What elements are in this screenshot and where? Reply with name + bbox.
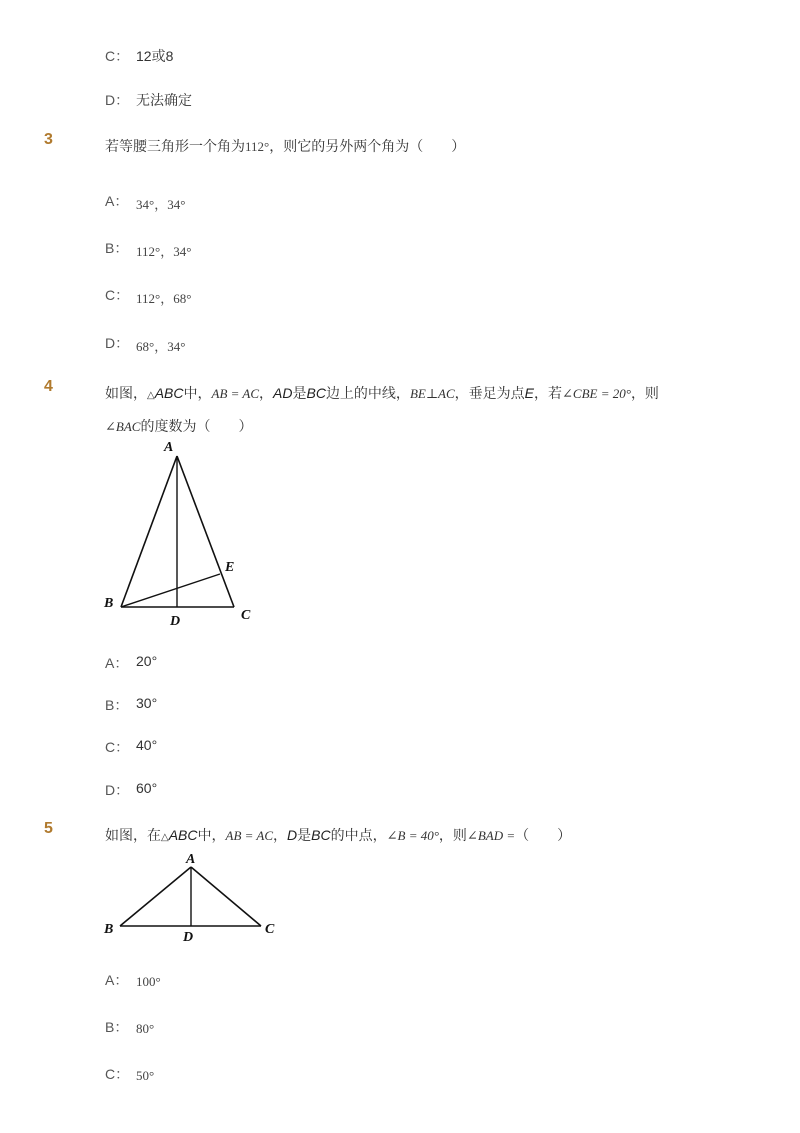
q4-perp: BE⊥AC (409, 386, 455, 401)
q3-text-after: ，则它的另外两个角为（ ） (269, 139, 466, 155)
q4-stem-line2 (105, 416, 252, 436)
q4-triangle-figure (100, 436, 270, 631)
q4-segment-ab (121, 456, 177, 607)
q4-text-4: 是 (292, 386, 307, 402)
q3-option-d-label: D： (105, 335, 130, 351)
q2-option-c-label: C： (105, 48, 130, 64)
q4-target-angle: ∠BAC (105, 419, 141, 434)
q5-text-2: 中， (197, 828, 226, 844)
q5-text-4: 是 (297, 828, 312, 844)
q4-option-a-label: A： (105, 655, 129, 671)
q5-option-b-label: B： (105, 1019, 129, 1035)
q5-option-c-value: 50° (136, 1068, 155, 1083)
q3-option-a-label: A： (105, 193, 129, 209)
q4-number: 4 (44, 378, 53, 395)
q3-option-d-value: 68°，34° (136, 339, 186, 354)
q4-text-3: ， (259, 386, 274, 402)
q5-point-b: B (104, 922, 114, 937)
q5-segment-ac (191, 867, 261, 926)
q5-text-6: ，则 (438, 828, 467, 844)
q4-point-e: E (225, 560, 235, 575)
q4-segment-be (121, 574, 220, 607)
q4-text-5: 边上的中线， (325, 386, 410, 402)
q3-text-before: 若等腰三角形一个角为 (105, 139, 245, 155)
q2-option-d-value: 无法确定 (136, 92, 192, 108)
q3-option-a-value: 34°，34° (136, 197, 186, 212)
q5-target-angle: ∠BAD = (466, 828, 516, 843)
q5-text-7: （ ） (515, 828, 572, 844)
q5-abc: ABC (168, 827, 198, 843)
q4-segment-ac (177, 456, 234, 607)
q4-option-d-label: D： (105, 782, 130, 798)
q5-condition: ∠B = 40° (386, 828, 439, 843)
q4-ad: AD (273, 385, 293, 401)
q3-angle: 112° (245, 139, 270, 154)
q2-option-d-label: D： (105, 92, 130, 108)
q5-point-c: C (265, 922, 275, 937)
q3-stem (105, 136, 465, 156)
q5-number: 5 (44, 820, 53, 837)
q5-stem (105, 825, 571, 845)
q5-text-1: 如图，在 (105, 828, 161, 844)
q5-point-d: D (183, 930, 194, 945)
q4-text-2: 中， (183, 386, 212, 402)
q3-number: 3 (44, 131, 53, 148)
q4-option-c-label: C： (105, 739, 130, 755)
q3-option-b-value: 112°，34° (136, 244, 192, 259)
q3-option-b-label: B： (105, 240, 129, 256)
q3-option-c-value: 112°，68° (136, 291, 192, 306)
q5-d: D (287, 827, 298, 843)
q5-triangle-figure (100, 846, 285, 946)
q4-text-1: 如图， (105, 386, 147, 402)
q5-segment-ab (120, 867, 191, 926)
q5-point-a: A (186, 852, 196, 867)
q5-bc: BC (311, 827, 331, 843)
q4-point-d: D (170, 614, 181, 629)
q4-text-6: ，垂足为点 (454, 386, 525, 402)
q4-bc: BC (306, 385, 326, 401)
q4-triangle-symbol: △ (147, 390, 155, 401)
q4-condition: ∠CBE = 20° (562, 386, 631, 401)
q5-text-3: ， (273, 828, 288, 844)
q5-option-b-value: 80° (136, 1021, 155, 1036)
q4-point-a: A (164, 440, 174, 455)
q5-option-c-label: C： (105, 1066, 130, 1082)
q4-eq-ab-ac: AB = AC (211, 386, 260, 401)
q5-text-5: 的中点， (330, 828, 387, 844)
q4-text-7: ，若 (534, 386, 563, 402)
q4-point-c: C (241, 608, 251, 623)
q4-abc: ABC (154, 385, 184, 401)
q4-option-d-value: 60° (136, 780, 158, 796)
q5-triangle-symbol: △ (161, 832, 169, 843)
q4-option-b-label: B： (105, 697, 129, 713)
q4-e: E (524, 385, 535, 401)
q5-option-a-label: A： (105, 972, 129, 988)
q4-point-b: B (104, 596, 114, 611)
q4-text-9: 的度数为（ ） (140, 419, 253, 435)
q3-option-c-label: C： (105, 287, 130, 303)
q4-stem-line1 (105, 383, 659, 403)
q5-eq-ab-ac: AB = AC (225, 828, 274, 843)
q4-option-c-value: 40° (136, 737, 158, 753)
q5-option-a-value: 100° (136, 974, 161, 989)
q4-option-b-value: 30° (136, 695, 158, 711)
q4-text-8: ，则 (630, 386, 659, 402)
q2-option-c-value: 12或8 (136, 48, 174, 64)
q4-option-a-value: 20° (136, 653, 158, 669)
